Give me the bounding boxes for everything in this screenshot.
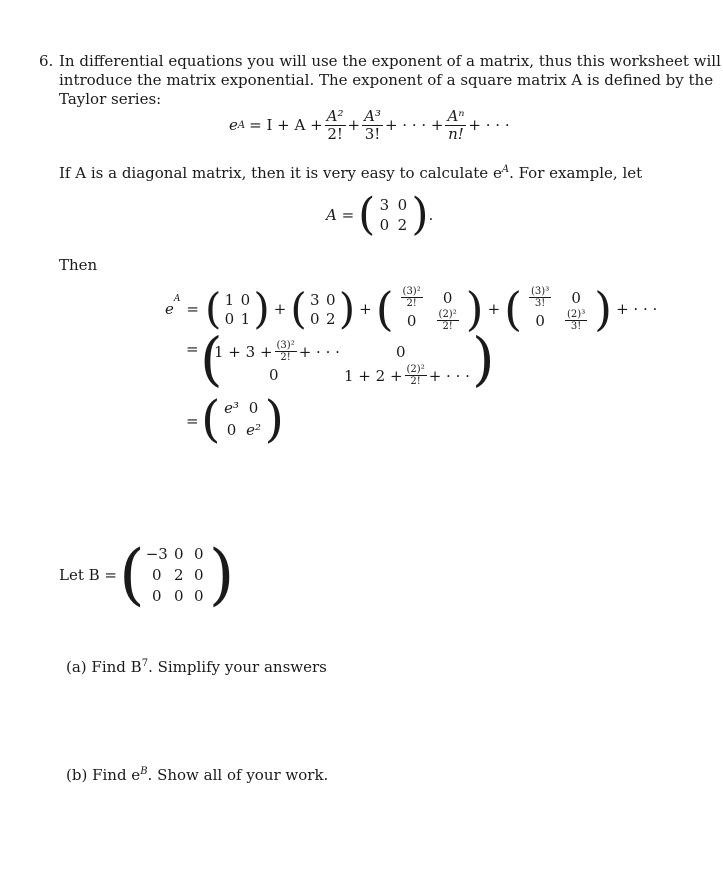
matrix-B-cell: 2 [173,566,184,584]
zero-cell: 0 [248,399,259,417]
part-b-end: . Show all of your work. [147,766,329,784]
cubed-matrix-term [522,286,594,332]
identity-matrix [221,291,253,328]
cube-den-a: 3! [534,298,546,309]
expansion-lhs-sup: A [173,294,181,304]
matrix-B-cell: 0 [193,587,204,605]
matrix-B-cell: 0 [193,566,204,584]
row2-b-den: 2! [410,376,421,387]
zero-cell: 0 [442,288,453,307]
matrix-B-cell: 0 [173,587,184,605]
right-paren: ) [594,282,613,336]
intro-line-2: introduce the matrix exponential. The exponent of a square matrix A is defined by the [59,71,714,89]
matrix-B-cell: 0 [151,566,162,584]
row2-zero-top: 0 [396,343,406,361]
series-frac1-num: A² [326,107,344,125]
expansion-lhs: e [165,300,174,318]
sq-num-a: (3)² [402,286,421,297]
zero-cell: 0 [535,311,545,330]
result-cell-a: e³ [224,399,239,417]
period: . [428,206,434,224]
row2-b-num: (2)² [406,364,425,375]
diagonal-sentence-text: If A is a diagonal matrix, then it is very easy to calculate e [59,164,502,182]
zero-cell: 0 [226,421,237,439]
plus-sign: + [359,300,372,318]
matrix-A-cell: 3 [379,196,390,214]
sq-den-b: 2! [442,321,453,332]
diagonal-sentence-end: . For example, let [509,164,643,182]
matrix-B [145,545,209,605]
A-term-cell: 0 [325,290,336,309]
expansion-row-1 [165,282,658,336]
sq-num-b: (2)² [438,309,457,320]
A-term-cell: 0 [309,309,320,328]
diagonal-sentence-sup: A [501,164,510,175]
series-dots-end: + · · · [468,116,510,134]
left-paren: ( [201,390,221,448]
matrix-A-cell: 0 [379,216,390,234]
right-paren: ) [411,189,429,240]
right-paren: ) [253,284,270,333]
row2-a-tail: + · · · [298,342,340,361]
row2-a-text: 1 + 3 + [214,342,273,361]
cube-num-a: (3)³ [531,286,550,297]
matrix-A-cell: 0 [397,196,408,214]
zero-cell: 0 [406,311,417,330]
series-dots: + · · · + [384,116,444,134]
A-term-cell: 2 [325,309,336,328]
part-a [66,654,327,677]
part-b [66,762,328,785]
part-b-sup: B [140,766,148,777]
series-frac3-den: n! [448,124,464,143]
row2-entry-a [214,340,340,363]
series-lhs-sup: A [237,119,246,131]
row2-b-tail: + · · · [428,366,470,385]
matrix-A-definition [326,189,434,240]
A-term-cell: 3 [309,290,320,309]
matrix-B-cell: −3 [145,545,168,563]
right-paren: ) [208,536,235,613]
squared-matrix-term [394,286,466,332]
expansion-equals-2: = [186,340,199,358]
A-matrix-term [307,291,339,328]
matrix-B-cell: 0 [151,587,162,605]
intro-line-3: Taylor series: [59,90,162,108]
series-lhs: e [229,116,238,134]
matrix-B-label: Let B = [59,566,117,584]
matrix-B-definition [59,536,235,613]
left-paren: ( [358,189,376,240]
part-b-text: (b) Find e [66,766,141,784]
left-paren: ( [375,282,394,336]
cube-den-b: 3! [570,321,582,332]
sq-den-a: 2! [406,298,417,309]
row2-zero-bottom: 0 [269,366,279,384]
diagonal-sentence [59,160,642,183]
identity-cell: 1 [224,290,235,309]
left-paren: ( [204,284,222,333]
row2-entry-b [344,364,470,387]
problem-number: 6. [39,52,54,70]
plus-sign: + [487,300,501,318]
series-frac1-den: 2! [327,124,343,143]
matrix-A-label: A = [326,206,355,224]
result-matrix [201,390,285,448]
then-label: Then [59,256,98,274]
part-a-sup: 7 [141,658,149,669]
series-frac2-num: A³ [364,107,381,125]
matrix-A [375,196,411,234]
result-matrix-grid [221,399,265,439]
series-frac2-den: 3! [364,124,381,143]
right-paren: ) [472,325,495,393]
result-cell-b: e² [246,421,261,439]
left-paren: ( [119,536,145,613]
plus-sign: + [273,300,287,318]
right-paren: ) [264,390,285,448]
series-plus: + [347,116,361,134]
left-paren: ( [290,284,307,333]
right-paren: ) [465,282,484,336]
zero-cell: 0 [571,288,581,307]
matrix-B-cell: 0 [173,545,184,563]
series-terms: = I + A + [249,116,323,134]
intro-line-1: In differential equations you will use the exponent of a matrix, thus this worksheet will [59,52,721,70]
identity-cell: 0 [224,309,235,328]
series-frac3-num: Aⁿ [447,107,465,125]
matrix-A-cell: 2 [397,216,408,234]
part-a-end: . Simplify your answers [148,658,327,676]
row2-a-den: 2! [280,352,291,363]
matrix-B-cell: 0 [193,545,204,563]
cube-num-b: (2)³ [567,309,586,320]
identity-cell: 1 [240,309,251,328]
series-tail: + · · · [616,300,658,318]
expansion-equals-3: = [186,412,199,430]
left-paren: ( [200,325,223,393]
row2-a-num: (3)² [276,340,295,351]
left-paren: ( [504,282,523,336]
row2-b-text: 1 + 2 + [344,366,403,385]
part-a-text: (a) Find B [66,658,142,676]
identity-cell: 0 [240,290,251,309]
right-paren: ) [338,284,356,333]
equals-sign: = [186,300,199,318]
taylor-series [229,108,510,142]
